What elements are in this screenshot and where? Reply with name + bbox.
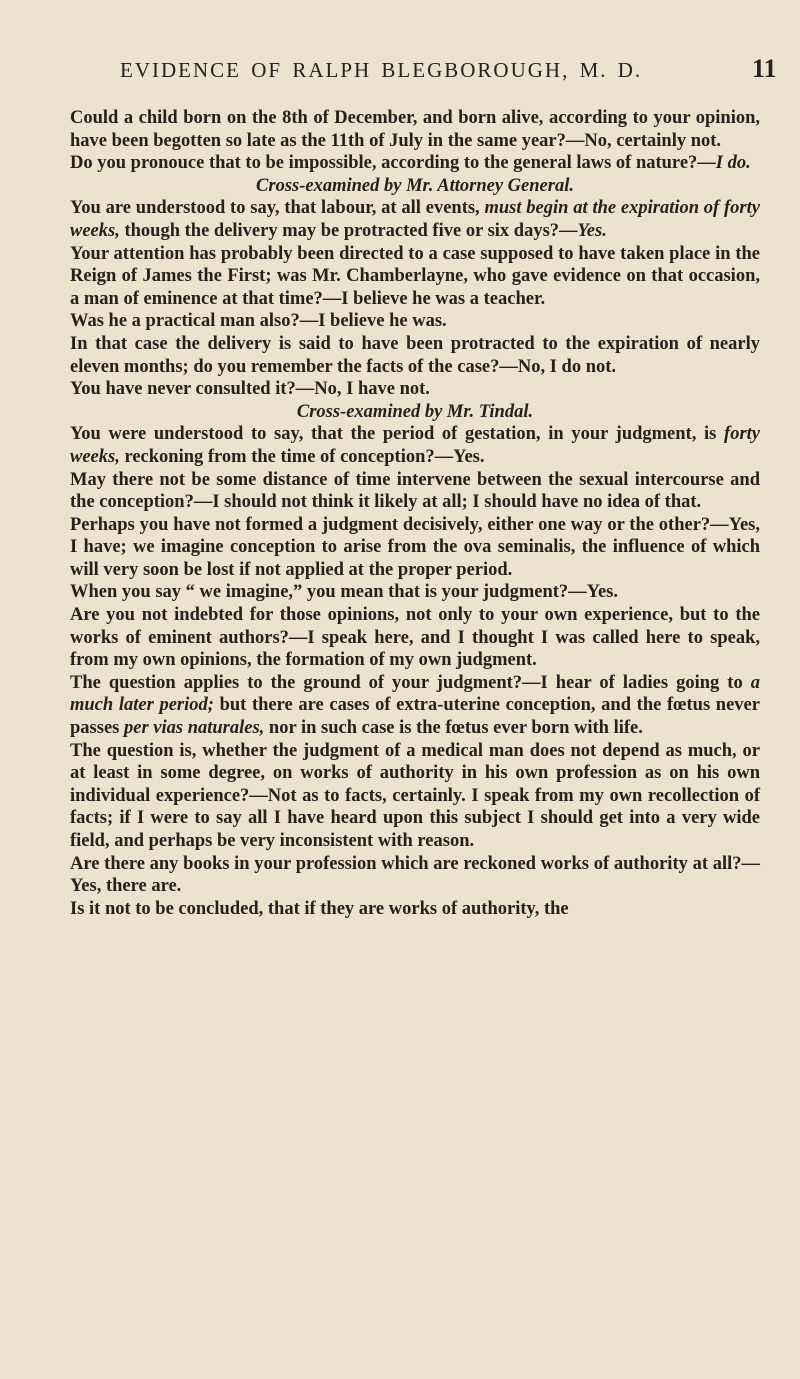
qa-paragraph	[70, 672, 760, 740]
text-run: You have never consulted it?—No, I have not.	[70, 379, 430, 400]
italic-text: must begin at the expiration of forty weeks,	[70, 198, 760, 241]
text-run: Are you not indebted for those opinions, not only to your own experience, but to the works of eminent authors?—I speak here, and I thought I was called here to speak, from my own opinions, the formation of my own judgment.	[70, 605, 760, 671]
qa-paragraph	[70, 853, 760, 898]
qa-paragraph	[70, 243, 760, 311]
qa-paragraph	[70, 197, 760, 242]
page-number: 11	[752, 54, 777, 83]
qa-paragraph	[70, 152, 760, 175]
text-run: nor in such case is the fœtus ever born with life.	[264, 718, 643, 739]
text-run: but there are cases of extra-uterine conception, and the fœtus never passes	[70, 695, 760, 739]
text-run: You are understood to say, that labour, at all events,	[70, 198, 485, 219]
text-run: though the delivery may be protracted five or six days?—	[119, 220, 578, 241]
qa-paragraph	[70, 423, 760, 468]
text-run: Are there any books in your profession which are reckoned works of authority at all?—Yes, there are.	[70, 853, 760, 897]
qa-paragraph	[70, 581, 760, 604]
qa-paragraph	[70, 898, 760, 921]
text-run: The question applies to the ground of your judgment?—I hear of ladies going to	[70, 672, 751, 693]
italic-text: per vias naturales,	[123, 718, 265, 739]
qa-paragraph	[70, 333, 760, 378]
text-run: Was he a practical man also?—I believe he was.	[70, 311, 447, 332]
text-run: The question is, whether the judgment of a medical man does not depend as much, or at least in some degree, on works of authority in his own profession as on his own individual experience?—Not as to facts, certainly. I speak from my own recollection of facts; if I were to say all I have heard upon this subject I should get into a very wide field, and perhaps be very inconsistent with reason.	[70, 740, 760, 851]
text-run: When you say “ we imagine,” you mean that is your judgment?—Yes.	[70, 582, 619, 603]
text-run: Perhaps you have not formed a judgment decisively, either one way or the other?—Yes, I have; we imagine conception to arise from the ova seminalis, the influence of which will very soon be lost if not applied at the proper period.	[70, 514, 760, 580]
italic-text: I do.	[715, 153, 751, 174]
text-run: Is it not to be concluded, that if they are works of authority, the	[70, 898, 569, 919]
qa-paragraph	[70, 604, 760, 672]
qa-paragraph	[70, 378, 760, 401]
italic-text: forty weeks,	[70, 424, 760, 467]
italic-text: a much later period;	[70, 672, 760, 716]
text-run: In that case the delivery is said to have been protracted to the expiration of nearly eleven months; do you remember the facts of the case?—No, I do not.	[70, 333, 760, 377]
page-header	[0, 54, 800, 88]
text-run: You were understood to say, that the period of gestation, in your judgment, is	[70, 424, 725, 445]
running-head: EVIDENCE OF RALPH BLEGBOROUGH, M. D.	[120, 58, 643, 82]
text-run: reckoning from the time of conception?—Yes.	[119, 446, 485, 467]
qa-paragraph	[70, 310, 760, 333]
text-run: Do you pronouce that to be impossible, according to the general laws of nature?—	[70, 153, 716, 174]
qa-paragraph	[70, 514, 760, 582]
text-run: Your attention has probably been directed to a case supposed to have taken place in the Reign of James the First; was Mr. Chamberlayne, who gave evidence on that occasion, a man of eminence at that time?—I believe he was a teacher.	[70, 243, 760, 309]
section-heading: Cross-examined by Mr. Attorney General.	[256, 175, 574, 196]
text-run: May there not be some distance of time intervene between the sexual intercourse and the conception?—I should not think it likely at all; I should have no idea of that.	[70, 469, 760, 513]
text-run: Could a child born on the 8th of December, and born alive, according to your opinion, have been begotten so late as the 11th of July in the same year?—No, certainly not.	[70, 108, 760, 151]
italic-text: Yes.	[577, 220, 607, 241]
qa-paragraph	[70, 469, 760, 514]
qa-paragraph	[70, 740, 760, 853]
qa-paragraph	[70, 107, 760, 152]
body-text	[70, 107, 760, 920]
section-heading: Cross-examined by Mr. Tindal.	[296, 401, 534, 422]
